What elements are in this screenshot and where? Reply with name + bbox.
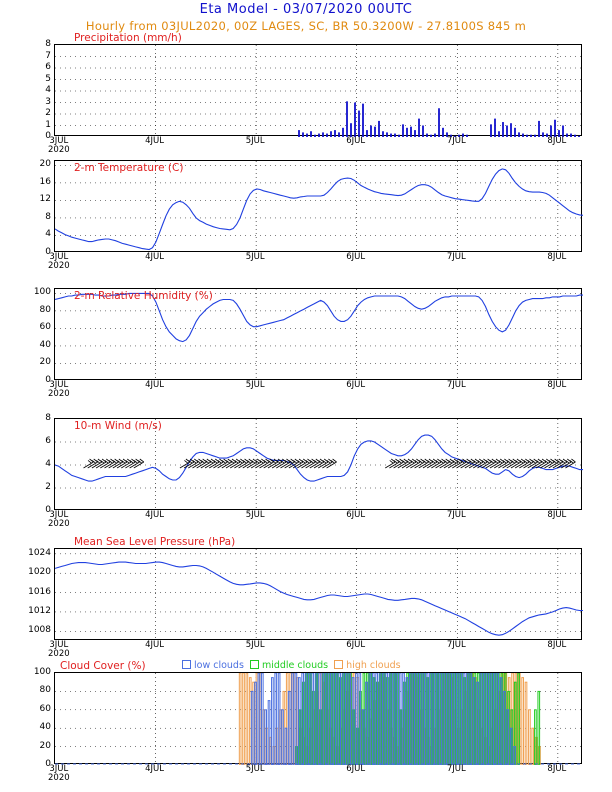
panel-3 — [33, 287, 582, 399]
x-tick-label: 3JUL 2020 — [48, 252, 70, 271]
x-tick-label: 4JUL — [145, 136, 164, 146]
x-tick-label: 3JUL 2020 — [48, 510, 70, 529]
x-tick-label: 6JUL — [346, 764, 366, 774]
y-tick-label: 1016 — [28, 586, 51, 597]
y-tick-label: 6 — [45, 436, 51, 446]
x-tick-label: 8JUL — [547, 252, 567, 262]
x-tick-label: 7JUL — [446, 252, 466, 262]
x-tick-label: 7JUL — [446, 380, 466, 390]
x-tick-label: 5JUL — [245, 136, 265, 146]
panel-title: Mean Sea Level Pressure (hPa) — [74, 536, 236, 548]
x-tick-label: 6JUL — [346, 510, 366, 520]
panel-title: 2-m Relative Humidity (%) — [74, 290, 213, 302]
y-tick-label: 0 — [45, 247, 51, 257]
y-tick-label: 100 — [33, 287, 51, 298]
y-tick-label: 0 — [45, 375, 51, 385]
y-tick-label: 20 — [39, 159, 51, 170]
y-tick-label: 6 — [45, 62, 51, 72]
y-tick-label: 20 — [39, 357, 51, 368]
x-tick-label: 6JUL — [346, 252, 366, 262]
y-tick-label: 1012 — [28, 605, 51, 616]
panel-title: 2-m Temperature (C) — [74, 162, 184, 174]
y-tick-label: 7 — [45, 50, 51, 61]
plot-area — [54, 672, 582, 764]
x-tick-label: 5JUL — [245, 380, 265, 390]
x-tick-label: 5JUL — [245, 252, 265, 262]
y-tick-label: 8 — [45, 39, 51, 49]
x-tick-label: 8JUL — [547, 380, 567, 390]
x-tick-label: 4JUL — [145, 640, 164, 650]
x-tick-label: 5JUL — [245, 640, 265, 650]
x-tick-label: 4JUL — [145, 252, 164, 262]
x-tick-label: 7JUL — [446, 136, 466, 146]
x-tick-label: 4JUL — [145, 510, 164, 520]
plot-area — [54, 44, 582, 136]
y-tick-label: 8 — [45, 211, 51, 222]
y-tick-label: 1024 — [28, 547, 51, 558]
y-tick-label: 1008 — [28, 625, 51, 636]
x-tick-label: 8JUL — [547, 764, 567, 774]
y-tick-label: 1020 — [28, 567, 51, 578]
x-tick-label: 6JUL — [346, 640, 366, 650]
y-tick-label: 80 — [39, 685, 51, 696]
y-tick-label: 2 — [45, 108, 51, 118]
x-tick-label: 5JUL — [245, 764, 265, 774]
panel-2 — [39, 159, 582, 271]
y-tick-label: 8 — [45, 413, 51, 423]
y-tick-label: 60 — [39, 322, 51, 333]
y-tick-label: 0 — [45, 131, 51, 141]
x-tick-label: 4JUL — [145, 380, 164, 390]
y-tick-label: 100 — [33, 667, 51, 677]
y-tick-label: 0 — [45, 759, 51, 769]
panel-5 — [28, 536, 582, 659]
y-tick-label: 0 — [45, 505, 51, 515]
plot-area — [54, 548, 582, 640]
panel-6 — [33, 660, 582, 783]
panel-1 — [45, 32, 582, 155]
y-tick-label: 20 — [39, 740, 51, 751]
panel-title: Precipitation (mm/h) — [74, 32, 182, 44]
x-tick-label: 6JUL — [346, 380, 366, 390]
chart-title: Eta Model - 03/07/2020 00UTC — [199, 2, 413, 17]
panel-title: Cloud Cover (%) — [60, 660, 146, 672]
panel-4 — [45, 413, 582, 529]
y-tick-label: 5 — [45, 73, 51, 84]
panel-title: 10-m Wind (m/s) — [74, 420, 162, 432]
x-tick-label: 7JUL — [446, 510, 466, 520]
y-tick-label: 40 — [39, 339, 51, 350]
x-tick-label: 8JUL — [547, 510, 567, 520]
y-tick-label: 16 — [39, 176, 51, 187]
x-tick-label: 5JUL — [245, 510, 265, 520]
y-tick-label: 1 — [45, 119, 51, 130]
y-tick-label: 4 — [45, 229, 51, 240]
y-tick-label: 2 — [45, 482, 51, 492]
x-tick-label: 4JUL — [145, 764, 164, 774]
y-tick-label: 4 — [45, 459, 51, 469]
x-tick-label: 6JUL — [346, 136, 366, 146]
x-tick-label: 7JUL — [446, 640, 466, 650]
chart-subtitle: Hourly from 03JUL2020, 00Z LAGES, SC, BR 50.3200W - 27.8100S 845 m — [85, 19, 527, 33]
x-tick-label: 3JUL 2020 — [48, 764, 70, 783]
x-tick-label: 7JUL — [446, 764, 466, 774]
x-tick-label: 8JUL — [547, 640, 567, 650]
y-tick-label: 12 — [39, 194, 51, 205]
y-tick-label: 4 — [45, 85, 51, 95]
x-tick-label: 8JUL — [547, 136, 567, 146]
y-tick-label: 3 — [45, 96, 51, 107]
cloud-legend: low clouds middle clouds high clouds — [182, 660, 401, 671]
x-tick-label: 3JUL 2020 — [48, 640, 70, 659]
y-tick-label: 40 — [39, 722, 51, 733]
y-tick-label: 80 — [39, 304, 51, 315]
x-tick-label: 3JUL 2020 — [48, 136, 70, 155]
x-tick-label: 3JUL 2020 — [48, 380, 70, 399]
y-tick-label: 60 — [39, 703, 51, 714]
